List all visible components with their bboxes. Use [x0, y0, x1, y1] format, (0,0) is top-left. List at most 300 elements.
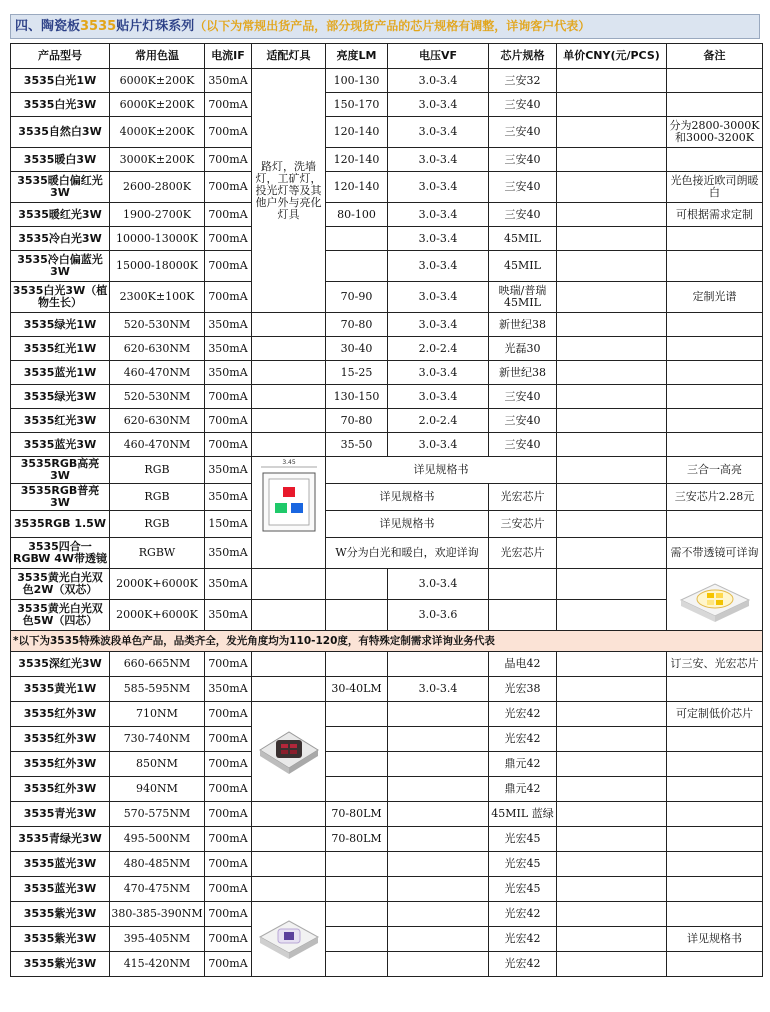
chip-cell: 光宏45: [489, 827, 557, 852]
lumen-cell: [326, 777, 388, 802]
price-cell: [557, 727, 667, 752]
model-cell: 3535黄光白光双色5W（四芯）: [11, 600, 110, 631]
note-cell: [667, 433, 763, 457]
cct-cell: 495-500NM: [110, 827, 205, 852]
chip-cell: 晶电42: [489, 652, 557, 677]
cct-cell: 470-475NM: [110, 877, 205, 902]
voltage-cell: [388, 727, 489, 752]
price-cell: [557, 117, 667, 148]
title-part-note: （以下为常规出货产品，部分现货产品的芯片规格有调整，详询客户代表）: [194, 19, 591, 33]
chip-cell: 三安40: [489, 433, 557, 457]
chip-cell: 三安32: [489, 69, 557, 93]
note-cell: [667, 952, 763, 977]
rgb-chip-image-cell: [252, 457, 326, 569]
chip-cell: 光宏45: [489, 852, 557, 877]
price-cell: [557, 802, 667, 827]
table-row: [11, 148, 763, 172]
lumen-cell: [326, 877, 388, 902]
note-cell: [667, 361, 763, 385]
lumen-cell: 70-80LM: [326, 827, 388, 852]
model-cell: 3535红外3W: [11, 752, 110, 777]
table-row: [11, 484, 763, 511]
current-cell: 350mA: [205, 538, 252, 569]
lamp-cell: [252, 877, 326, 902]
lumen-cell: [326, 752, 388, 777]
price-cell: [557, 569, 667, 600]
note-cell: 三合一高亮: [667, 457, 763, 484]
model-cell: 3535紫光3W: [11, 927, 110, 952]
note-cell: [667, 752, 763, 777]
cct-cell: 15000-18000K: [110, 251, 205, 282]
cct-cell: 660-665NM: [110, 652, 205, 677]
price-cell: [557, 203, 667, 227]
lumen-cell: 130-150: [326, 385, 388, 409]
price-cell: [557, 93, 667, 117]
lumen-cell: [326, 227, 388, 251]
chip-cell: 三安40: [489, 93, 557, 117]
chip-cell: 鼎元42: [489, 777, 557, 802]
table-row: [11, 752, 763, 777]
voltage-cell: [388, 652, 489, 677]
model-cell: 3535黄光1W: [11, 677, 110, 702]
dual-color-led-image: [673, 570, 757, 626]
white-chip-icon: [707, 600, 714, 605]
lumen-cell: 150-170: [326, 93, 388, 117]
cct-cell: 850NM: [110, 752, 205, 777]
cct-cell: 2000K+6000K: [110, 569, 205, 600]
note-cell: [667, 148, 763, 172]
cct-cell: 4000K±200K: [110, 117, 205, 148]
current-cell: 350mA: [205, 600, 252, 631]
chip-cell: 45MIL 蓝绿: [489, 802, 557, 827]
lamp-cell: [252, 385, 326, 409]
chip-cell: 三安40: [489, 409, 557, 433]
spec-merged-cell: 详见规格书: [326, 511, 489, 538]
model-cell: 3535青光3W: [11, 802, 110, 827]
table-row: [11, 251, 763, 282]
model-cell: 3535蓝光1W: [11, 361, 110, 385]
voltage-cell: 3.0-3.4: [388, 677, 489, 702]
red-chip-icon: [283, 487, 295, 497]
lumen-cell: 30-40LM: [326, 677, 388, 702]
table-row: [11, 385, 763, 409]
header-row: [11, 44, 763, 69]
current-cell: 350mA: [205, 361, 252, 385]
cct-cell: 395-405NM: [110, 927, 205, 952]
dimension-label: 3.45: [282, 459, 296, 466]
title-part-model: 3535: [80, 19, 117, 34]
current-cell: 700mA: [205, 251, 252, 282]
cct-cell: 2600-2800K: [110, 172, 205, 203]
price-cell: [557, 313, 667, 337]
ir-led-image-cell: [252, 702, 326, 802]
current-cell: 700mA: [205, 282, 252, 313]
current-cell: 350mA: [205, 337, 252, 361]
price-cell: [557, 777, 667, 802]
cct-cell: 520-530NM: [110, 313, 205, 337]
lumen-cell: [326, 251, 388, 282]
spec-merged-cell: W分为白光和暖白，欢迎详询: [326, 538, 489, 569]
voltage-cell: 3.0-3.4: [388, 148, 489, 172]
lamp-cell: [252, 802, 326, 827]
lumen-cell: 70-80LM: [326, 802, 388, 827]
chip-cell: 三安40: [489, 148, 557, 172]
price-cell: [557, 852, 667, 877]
table-row: [11, 433, 763, 457]
lumen-cell: 70-80: [326, 409, 388, 433]
chip-cell: 光宏42: [489, 702, 557, 727]
lamp-cell: [252, 361, 326, 385]
voltage-cell: 3.0-3.4: [388, 361, 489, 385]
chip-cell: 鼎元42: [489, 752, 557, 777]
price-cell: [557, 457, 667, 484]
current-cell: 700mA: [205, 409, 252, 433]
table-row: [11, 117, 763, 148]
lamp-cell: [252, 827, 326, 852]
lumen-cell: 35-50: [326, 433, 388, 457]
lumen-cell: 100-130: [326, 69, 388, 93]
model-cell: 3535紫光3W: [11, 952, 110, 977]
product-table: [10, 43, 763, 977]
current-cell: 350mA: [205, 484, 252, 511]
model-cell: 3535青绿光3W: [11, 827, 110, 852]
table-row: [11, 227, 763, 251]
spec-merged-cell: 详见规格书: [326, 484, 489, 511]
note-cell: 可根据需求定制: [667, 203, 763, 227]
cct-cell: RGB: [110, 457, 205, 484]
current-cell: 700mA: [205, 877, 252, 902]
lumen-cell: [326, 652, 388, 677]
price-cell: [557, 511, 667, 538]
chip-cell: 光宏芯片: [489, 484, 557, 511]
ir-chip-icon: [281, 750, 288, 754]
chip-cell: 三安40: [489, 172, 557, 203]
dual-color-image-cell: [667, 569, 763, 631]
cct-cell: 710NM: [110, 702, 205, 727]
current-cell: 700mA: [205, 927, 252, 952]
current-cell: 350mA: [205, 69, 252, 93]
table-row: [11, 313, 763, 337]
current-cell: 700mA: [205, 702, 252, 727]
special-notice: *以下为3535特殊波段单色产品，品类齐全，发光角度均为110-120度，有特殊定制需求详询业务代表: [11, 631, 763, 652]
lumen-cell: [326, 952, 388, 977]
cct-cell: 380-385-390NM: [110, 902, 205, 927]
voltage-cell: [388, 777, 489, 802]
note-cell: [667, 877, 763, 902]
current-cell: 700mA: [205, 652, 252, 677]
chip-cell: 光宏42: [489, 902, 557, 927]
cct-cell: 6000K±200K: [110, 69, 205, 93]
table-row: [11, 652, 763, 677]
price-cell: [557, 952, 667, 977]
title-part-type: 贴片灯珠系列: [116, 19, 195, 34]
lamp-cell: [252, 569, 326, 600]
lumen-cell: 30-40: [326, 337, 388, 361]
model-cell: 3535白光3W: [11, 93, 110, 117]
lumen-cell: 70-90: [326, 282, 388, 313]
model-cell: 3535RGB普亮3W: [11, 484, 110, 511]
note-cell: [667, 852, 763, 877]
ir-chip-icon: [290, 744, 297, 748]
led-lens-icon: [697, 590, 733, 608]
chip-cell: 光宏42: [489, 927, 557, 952]
price-cell: [557, 148, 667, 172]
voltage-cell: 3.0-3.4: [388, 433, 489, 457]
table-row: [11, 361, 763, 385]
special-notice-row: [11, 631, 763, 652]
header-chip: 芯片规格: [489, 44, 557, 69]
model-cell: 3535暖红光3W: [11, 203, 110, 227]
green-chip-icon: [275, 503, 287, 513]
current-cell: 700mA: [205, 777, 252, 802]
header-voltage: 电压VF: [388, 44, 489, 69]
price-cell: [557, 69, 667, 93]
model-cell: 3535四合一RGBW 4W带透镜: [11, 538, 110, 569]
table-row: [11, 203, 763, 227]
price-cell: [557, 752, 667, 777]
price-cell: [557, 600, 667, 631]
table-row: [11, 511, 763, 538]
lamp-cell: [252, 652, 326, 677]
header-cct: 常用色温: [110, 44, 205, 69]
current-cell: 700mA: [205, 148, 252, 172]
blue-chip-icon: [291, 503, 303, 513]
header-lamp: 适配灯具: [252, 44, 326, 69]
lamp-cell: [252, 433, 326, 457]
yellow-chip-icon: [716, 593, 723, 598]
current-cell: 700mA: [205, 827, 252, 852]
note-cell: 详见规格书: [667, 927, 763, 952]
table-row: [11, 952, 763, 977]
cct-cell: 480-485NM: [110, 852, 205, 877]
note-cell: [667, 511, 763, 538]
lamp-cell: [252, 600, 326, 631]
led-lens: [269, 479, 309, 525]
model-cell: 3535红外3W: [11, 777, 110, 802]
note-cell: 光色接近欧司朗暖白: [667, 172, 763, 203]
table-row: [11, 69, 763, 93]
cct-cell: 6000K±200K: [110, 93, 205, 117]
voltage-cell: 3.0-3.4: [388, 385, 489, 409]
model-cell: 3535红光3W: [11, 409, 110, 433]
price-cell: [557, 385, 667, 409]
model-cell: 3535绿光3W: [11, 385, 110, 409]
current-cell: 350mA: [205, 677, 252, 702]
lumen-cell: [326, 852, 388, 877]
current-cell: 700mA: [205, 727, 252, 752]
table-row: [11, 777, 763, 802]
price-cell: [557, 361, 667, 385]
table-row: [11, 538, 763, 569]
chip-cell: [489, 569, 557, 600]
price-cell: [557, 337, 667, 361]
chip-cell: 光宏芯片: [489, 538, 557, 569]
note-cell: [667, 337, 763, 361]
chip-cell: 45MIL: [489, 251, 557, 282]
note-cell: [667, 727, 763, 752]
chip-cell: 三安40: [489, 203, 557, 227]
rgb-led-diagram: [253, 457, 325, 565]
note-cell: 订三安、光宏芯片: [667, 652, 763, 677]
spec-merged-cell: 详见规格书: [326, 457, 557, 484]
cct-cell: 730-740NM: [110, 727, 205, 752]
table-row: [11, 802, 763, 827]
chip-cell: 新世纪38: [489, 313, 557, 337]
voltage-cell: 3.0-3.6: [388, 600, 489, 631]
current-cell: 700mA: [205, 852, 252, 877]
note-cell: [667, 777, 763, 802]
cct-cell: 10000-13000K: [110, 227, 205, 251]
chip-cell: 映瑞/普瑞45MIL: [489, 282, 557, 313]
model-cell: 3535黄光白光双色2W（双芯）: [11, 569, 110, 600]
voltage-cell: 3.0-3.4: [388, 227, 489, 251]
voltage-cell: [388, 927, 489, 952]
lumen-cell: [326, 727, 388, 752]
price-cell: [557, 227, 667, 251]
current-cell: 350mA: [205, 457, 252, 484]
price-cell: [557, 877, 667, 902]
price-cell: [557, 484, 667, 511]
cct-cell: 1900-2700K: [110, 203, 205, 227]
uv-chip-icon: [284, 932, 294, 940]
model-cell: 3535RGB高亮3W: [11, 457, 110, 484]
voltage-cell: 3.0-3.4: [388, 313, 489, 337]
table-row: [11, 172, 763, 203]
voltage-cell: [388, 802, 489, 827]
table-row: [11, 93, 763, 117]
model-cell: 3535红外3W: [11, 727, 110, 752]
voltage-cell: [388, 752, 489, 777]
voltage-cell: 3.0-3.4: [388, 569, 489, 600]
lumen-cell: [326, 927, 388, 952]
voltage-cell: [388, 952, 489, 977]
lumen-cell: [326, 902, 388, 927]
lumen-cell: [326, 702, 388, 727]
uv-led-image-cell: [252, 902, 326, 977]
lumen-cell: 15-25: [326, 361, 388, 385]
table-row: [11, 902, 763, 927]
lumen-cell: [326, 569, 388, 600]
price-cell: [557, 433, 667, 457]
lumen-cell: [326, 600, 388, 631]
led-lens-icon: [276, 740, 302, 758]
chip-cell: 三安40: [489, 385, 557, 409]
cct-cell: RGB: [110, 511, 205, 538]
chip-cell: 三安40: [489, 117, 557, 148]
model-cell: 3535暖白3W: [11, 148, 110, 172]
lumen-cell: 70-80: [326, 313, 388, 337]
cct-cell: 415-420NM: [110, 952, 205, 977]
table-row: [11, 337, 763, 361]
current-cell: 700mA: [205, 433, 252, 457]
note-cell: [667, 251, 763, 282]
voltage-cell: 2.0-2.4: [388, 409, 489, 433]
current-cell: 700mA: [205, 93, 252, 117]
voltage-cell: [388, 902, 489, 927]
cct-cell: 585-595NM: [110, 677, 205, 702]
lamp-cell: [252, 409, 326, 433]
model-cell: 3535蓝光3W: [11, 877, 110, 902]
current-cell: 350mA: [205, 313, 252, 337]
chip-cell: 45MIL: [489, 227, 557, 251]
chip-cell: 光宏42: [489, 727, 557, 752]
lamp-cell: [252, 852, 326, 877]
model-cell: 3535冷白偏蓝光3W: [11, 251, 110, 282]
voltage-cell: 3.0-3.4: [388, 117, 489, 148]
current-cell: 350mA: [205, 569, 252, 600]
price-cell: [557, 251, 667, 282]
chip-cell: 光宏42: [489, 952, 557, 977]
cct-cell: RGBW: [110, 538, 205, 569]
voltage-cell: [388, 827, 489, 852]
note-cell: [667, 93, 763, 117]
voltage-cell: [388, 852, 489, 877]
voltage-cell: 3.0-3.4: [388, 93, 489, 117]
yellow-chip-icon: [716, 600, 723, 605]
cct-cell: 520-530NM: [110, 385, 205, 409]
note-cell: [667, 385, 763, 409]
lumen-cell: 120-140: [326, 148, 388, 172]
current-cell: 700mA: [205, 227, 252, 251]
current-cell: 700mA: [205, 802, 252, 827]
cct-cell: 570-575NM: [110, 802, 205, 827]
table-row: [11, 827, 763, 852]
note-cell: [667, 677, 763, 702]
table-row: [11, 600, 763, 631]
current-cell: 150mA: [205, 511, 252, 538]
current-cell: 700mA: [205, 203, 252, 227]
uv-led-image: [254, 903, 324, 973]
voltage-cell: 3.0-3.4: [388, 282, 489, 313]
voltage-cell: [388, 702, 489, 727]
header-price: 单价CNY(元/PCS): [557, 44, 667, 69]
cct-cell: RGB: [110, 484, 205, 511]
chip-cell: 光宏45: [489, 877, 557, 902]
table-row: [11, 927, 763, 952]
note-cell: 可定制低价芯片: [667, 702, 763, 727]
lamp-cell: 路灯，洗墙灯，工矿灯，投光灯等及其他户外与亮化灯具: [252, 69, 326, 313]
price-cell: [557, 652, 667, 677]
price-cell: [557, 172, 667, 203]
ir-chip-icon: [281, 744, 288, 748]
voltage-cell: 3.0-3.4: [388, 251, 489, 282]
model-cell: 3535紫光3W: [11, 902, 110, 927]
model-cell: 3535暖白偏红光3W: [11, 172, 110, 203]
note-cell: [667, 802, 763, 827]
current-cell: 700mA: [205, 117, 252, 148]
model-cell: 3535白光1W: [11, 69, 110, 93]
lamp-cell: [252, 677, 326, 702]
price-cell: [557, 902, 667, 927]
model-cell: 3535自然白3W: [11, 117, 110, 148]
cct-cell: 460-470NM: [110, 361, 205, 385]
table-row: [11, 877, 763, 902]
table-row: [11, 852, 763, 877]
price-cell: [557, 538, 667, 569]
cct-cell: 620-630NM: [110, 409, 205, 433]
model-cell: 3535深红光3W: [11, 652, 110, 677]
chip-cell: 新世纪38: [489, 361, 557, 385]
table-row: [11, 569, 763, 600]
current-cell: 700mA: [205, 385, 252, 409]
model-cell: 3535冷白光3W: [11, 227, 110, 251]
model-cell: 3535白光3W（植物生长）: [11, 282, 110, 313]
lumen-cell: 120-140: [326, 172, 388, 203]
model-cell: 3535蓝光3W: [11, 433, 110, 457]
current-cell: 700mA: [205, 952, 252, 977]
price-cell: [557, 702, 667, 727]
price-cell: [557, 677, 667, 702]
